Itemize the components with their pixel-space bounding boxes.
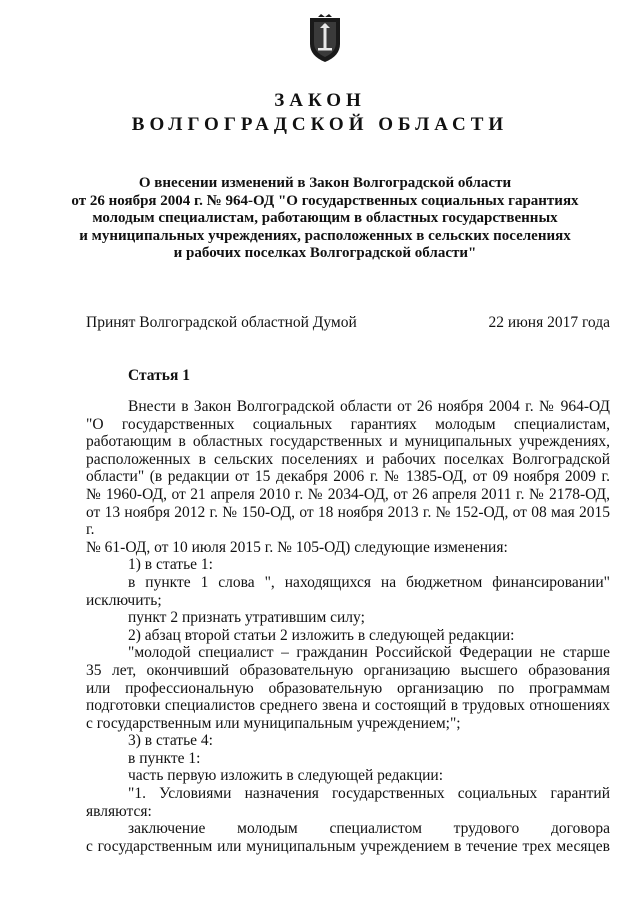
body-line: пункт 2 признать утратившим силу; [128, 609, 365, 627]
volgograd-coat-of-arms-icon [308, 14, 342, 64]
adoption-info [86, 314, 610, 332]
body-line: 2) абзац второй статьи 2 изложить в следующей редакции: [128, 626, 515, 644]
body-line: в пункте 1: [128, 749, 201, 767]
article-heading: Статья 1 [128, 367, 190, 384]
body-line: от 13 ноября 2012 г. № 150-ОД, от 18 ноября 2013 г. № 152-ОД, от 08 мая 2015 г. [86, 503, 610, 539]
body-line: 35 лет, окончивший образовательную организацию высшего образования [86, 661, 610, 679]
law-subject [60, 175, 590, 263]
body-line: работающим в областных государственных и муниципальных учреждениях, [86, 433, 610, 451]
body-line: № 1960-ОД, от 21 апреля 2010 г. № 2034-ОД, от 26 апреля 2011 г. № 2178-ОД, [86, 485, 610, 503]
body-line: "1. Условиями назначения государственных социальных гарантий [128, 785, 610, 803]
body-line: с государственным или муниципальным учреждением;"; [86, 714, 461, 732]
body-line: Внести в Закон Волгоградской области от 26 ноября 2004 г. № 964-ОД [128, 398, 610, 415]
body-line: часть первую изложить в следующей редакции: [128, 767, 444, 785]
body-line: № 61-ОД, от 10 июля 2015 г. № 105-ОД) следующие изменения: [86, 538, 508, 556]
subject-line: молодым специалистам, работающим в областных государственных [92, 210, 558, 226]
subject-line: и муниципальных учреждениях, расположенных в сельских поселениях [79, 227, 571, 244]
body-line: области" (в редакции от 15 декабря 2006 г. № 1385-ОД, от 09 ноября 2009 г. [86, 468, 610, 486]
law-title: ЗАКОН [274, 90, 366, 111]
body-line: подготовки специалистов среднего звена и состоящий в трудовых отношениях [86, 697, 610, 715]
body-line: "молодой специалист – гражданин Российской Федерации не старше [128, 644, 610, 662]
subject-line: О внесении изменений в Закон Волгоградской области [138, 175, 512, 191]
body-line: расположенных в сельских поселениях и рабочих поселках Волгоградской [86, 450, 610, 468]
subject-line: от 26 ноября 2004 г. № 964-ОД "О государственных социальных гарантиях [71, 192, 579, 209]
adoption-date: 22 июня 2017 года [488, 314, 610, 331]
body-line: "О государственных социальных гарантиях молодым специалистам, [86, 415, 610, 433]
subject-line: и рабочих поселках Волгоградской области" [173, 245, 477, 261]
article-body [86, 398, 610, 855]
coat-of-arms-emblem [308, 14, 342, 64]
law-region-title: ВОЛГОГРАДСКОЙ ОБЛАСТИ [131, 114, 509, 135]
body-line: 1) в статье 1: [128, 556, 213, 574]
body-line: 3) в статье 4: [128, 732, 213, 750]
body-line: в пункте 1 слова ", находящихся на бюджетном финансировании" [128, 573, 610, 591]
body-line: исключить; [86, 591, 162, 609]
body-line: являются: [86, 802, 152, 820]
body-line: или профессиональную образовательную организацию по программам [86, 679, 610, 697]
adopted-by: Принят Волгоградской областной Думой [86, 314, 357, 331]
body-line: с государственным или муниципальным учреждением в течение трех месяцев [86, 837, 610, 855]
body-line: заключение молодым специалистом трудового договора [128, 820, 610, 838]
